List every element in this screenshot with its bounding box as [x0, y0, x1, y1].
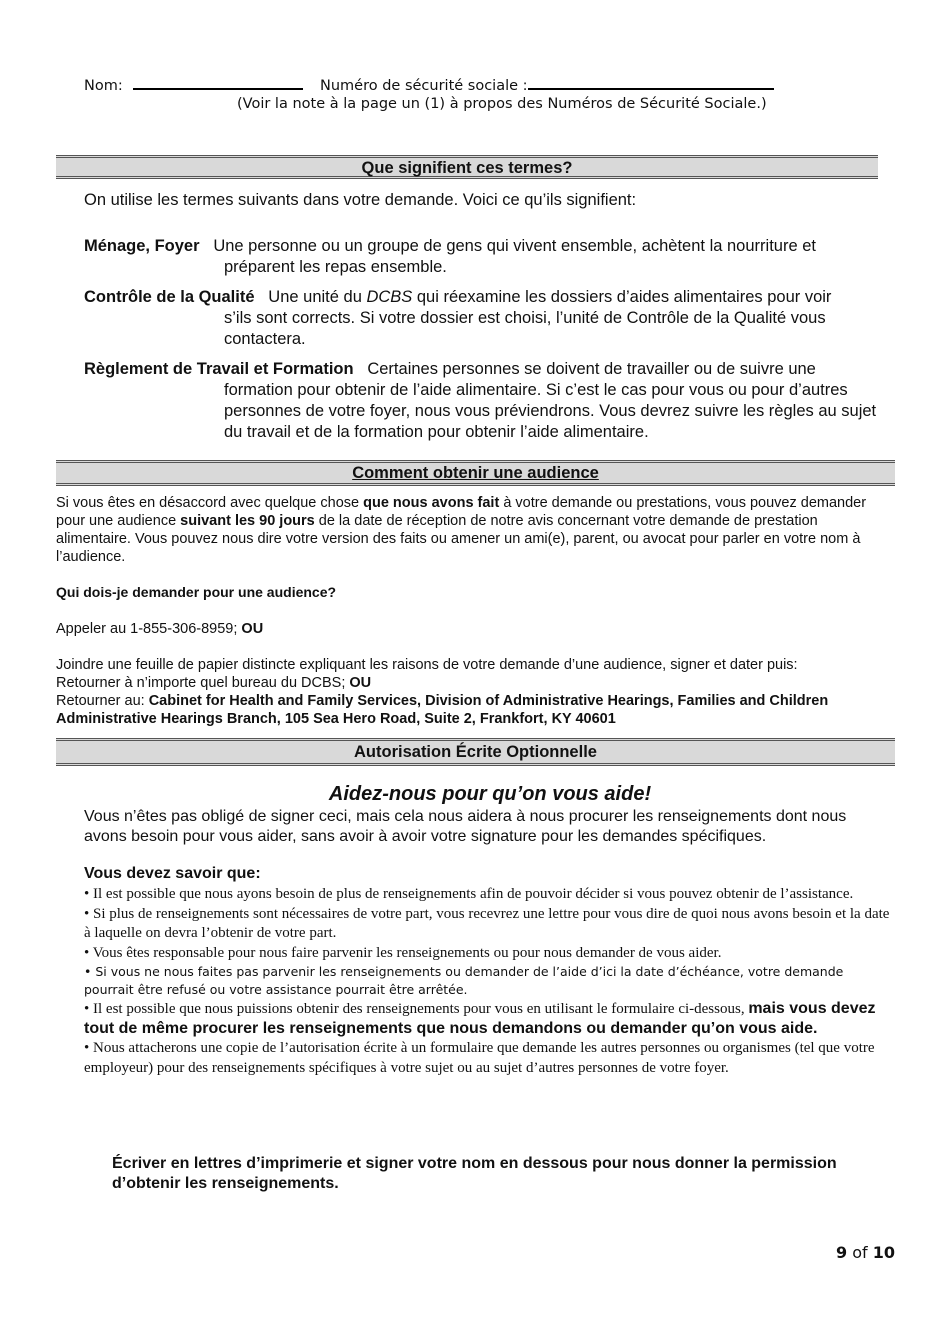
term-menage: [84, 236, 880, 278]
bullet-item: • Si vous ne nous faites pas parvenir les renseignements ou demander de l’aide d’ici la date d’échéance, votre demande pourrait être refusé ou votre assistance pourrait être arrêtée.: [84, 964, 844, 997]
audience-text-d: suivant les 90 jours: [180, 513, 315, 529]
know-title: Vous devez savoir que:: [84, 865, 261, 882]
return-address: [56, 692, 891, 728]
ssn-label: Numéro de sécurité sociale :: [320, 78, 528, 94]
header-ssn-row: [320, 74, 774, 94]
ou-label: OU: [349, 675, 372, 691]
terms-intro: On utilise les termes suivants dans votre demande. Voici ce qu’ils signifient:: [84, 191, 637, 209]
term-label: Règlement de Travail et Formation: [84, 360, 354, 378]
bullet-item: • Il est possible que nous ayons besoin de plus de renseignements afin de pouvoir décider si vous pouvez obtenir de l’assistance.: [84, 886, 854, 902]
ssn-note: (Voir la note à la page un (1) à propos des Numéros de Sécurité Sociale.): [237, 96, 767, 112]
bullet-item: • Vous êtes responsable pour nous faire parvenir les renseignements ou pour nous demander de vous aider.: [84, 944, 722, 961]
name-label: Nom:: [84, 78, 123, 94]
page-total: 10: [872, 1243, 895, 1262]
name-field[interactable]: [133, 74, 303, 90]
bullet-item: [84, 999, 892, 1039]
print-sign-instruction: Écriver en lettres d’imprimerie et signer votre nom en dessous pour nous donner la permission d’obtenir les renseignements.: [112, 1155, 837, 1192]
term-label: Contrôle de la Qualité: [84, 288, 255, 306]
autorisation-intro: Vous n’êtes pas obligé de signer ceci, mais cela nous aidera à nous procurer les renseignements dont nous avons besoin pour vous aider, sans avoir à avoir votre signature pour les demandes spécifiques.: [84, 808, 847, 845]
audience-text-e: de la date de réception de notre avis concernant votre demande de prestation alimentaire. Vous pouvez nous dire votre version des faits ou amener un ami(e), parent, ou avocat pour parler en votre nom à l’audience.: [56, 513, 861, 565]
audience-text-a: Si vous êtes en désaccord avec quelque chose: [56, 495, 364, 511]
audience-text-c: à votre demande ou prestations, vous pouvez demander pour une audience: [56, 495, 867, 529]
term-def-dcbs: DCBS: [366, 288, 413, 306]
bullet5-text: • Il est possible que nous puissions obtenir des renseignements pour vous en utilisant le formulaire ci-dessous,: [84, 1001, 749, 1017]
attach-text: Joindre une feuille de papier distincte expliquant les raisons de votre demande d’une audience, signer et dater puis:: [56, 657, 798, 673]
audience-question: Qui dois-je demander pour une audience?: [56, 584, 337, 600]
section-title-terms: Que signifient ces termes?: [56, 155, 878, 179]
section-title-audience-text: Comment obtenir une audience: [352, 464, 599, 482]
page-number: [836, 1243, 895, 1262]
term-def-line1: Certaines personnes se doivent de travailler ou de suivre une: [367, 360, 816, 378]
term-def-rest: s’ils sont corrects. Si votre dossier est choisi, l’unité de Contrôle de la Qualité vous contactera.: [224, 309, 826, 348]
return2-address: Cabinet for Health and Family Services, Division of Administrative Hearings, Families and Children Administrative Hearings Branch, 105 Sea Hero Road, Suite 2, Frankfort, KY 40601: [56, 693, 829, 727]
return2-label: Retourner au:: [56, 693, 149, 709]
ssn-field[interactable]: [528, 74, 774, 90]
audience-call: [56, 620, 263, 638]
audience-paragraph: [56, 494, 891, 566]
bullet5-bold: mais vous devez tout de même procurer les renseignements que nous demandons ou demander qu’on vous aide.: [84, 1000, 876, 1037]
section-title-audience: [56, 460, 895, 486]
audience-text-b: que nous avons fait: [363, 495, 500, 511]
page-current: 9: [835, 1243, 848, 1262]
return1-text: Retourner à n’importe quel bureau du DCBS;: [56, 675, 350, 691]
term-def-rest: préparent les repas ensemble.: [224, 258, 447, 276]
section-title-autorisation: Autorisation Écrite Optionnelle: [56, 738, 895, 766]
audience-attach: [56, 656, 891, 728]
return-office: [56, 674, 891, 692]
term-def-line1: Une personne ou un groupe de gens qui vivent ensemble, achètent la nourriture et: [213, 237, 816, 255]
bullet-item: • Nous attacherons une copie de l’autorisation écrite à un formulaire que demande les autres personnes ou organismes (tel que votre employeur) pour des renseignements spécifiques à votre sujet ou au sujet d’autres personnes de votre foyer.: [84, 1040, 875, 1076]
term-controle-qualite: [84, 287, 880, 350]
bullet-list: [84, 885, 892, 1078]
term-def-line1-pre: Une unité du: [268, 288, 367, 306]
header-name-row: [84, 74, 303, 94]
page-of: of: [852, 1243, 868, 1262]
term-reglement-travail: [84, 359, 880, 443]
term-def-rest: formation pour obtenir de l’aide alimentaire. Si c’est le cas pour vous ou pour d’autres personnes de votre foyer, nous vous préviendrons. Vous devrez suivre les règles au sujet du travail et de la formation pour obtenir l’aide alimentaire.: [224, 381, 877, 441]
call-text: Appeler au 1-855-306-8959;: [56, 621, 242, 637]
autorisation-subtitle: Aidez-nous pour qu’on vous aide!: [328, 783, 652, 805]
ou-label: OU: [241, 621, 264, 637]
term-label: Ménage, Foyer: [84, 237, 200, 255]
bullet-item: • Si plus de renseignements sont nécessaires de votre part, vous recevrez une lettre pour vous dire de quoi nous avons besoin et la date à laquelle on devra l’obtenir de votre part.: [84, 905, 890, 941]
term-def-line1-post: qui réexamine les dossiers d’aides alimentaires pour voir: [412, 288, 832, 306]
